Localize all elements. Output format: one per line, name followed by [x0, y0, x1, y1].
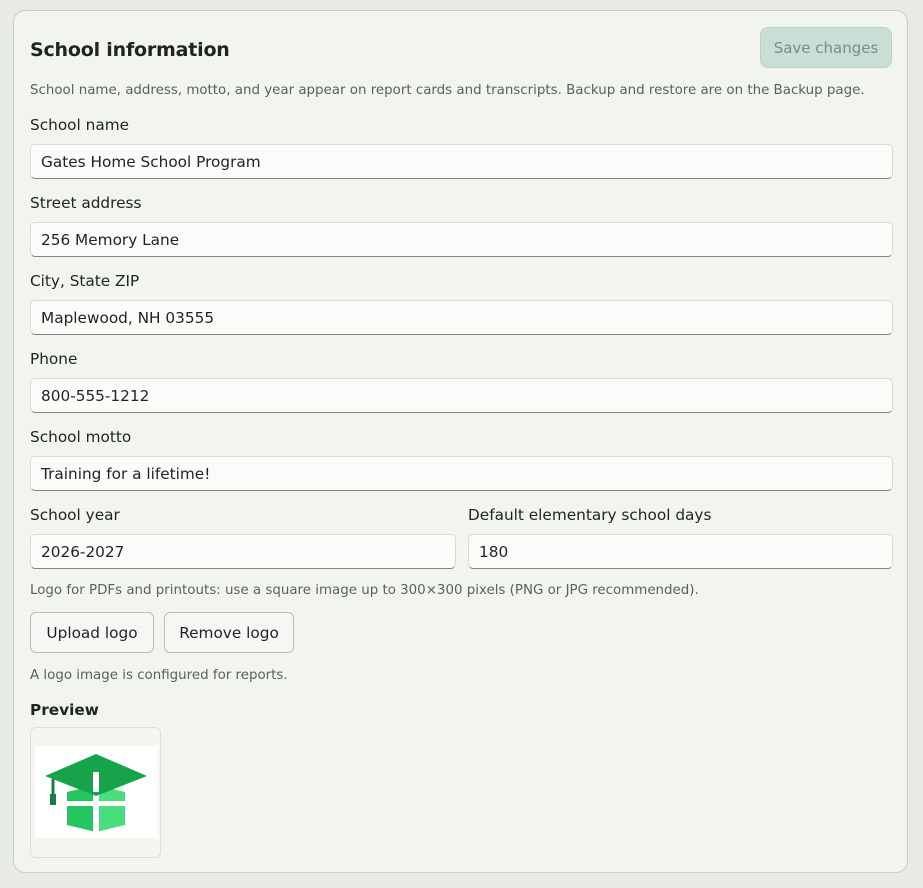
street-address-label: Street address	[30, 194, 142, 212]
page-title: School information	[30, 39, 230, 61]
phone-input[interactable]	[30, 378, 893, 413]
save-changes-button[interactable]: Save changes	[760, 27, 892, 68]
preview-label: Preview	[30, 701, 99, 719]
logo-preview-image	[35, 746, 158, 838]
graduation-cap-icon	[35, 746, 158, 838]
logo-preview	[30, 727, 161, 858]
description-text: School name, address, motto, and year appear on report cards and transcripts. Backup and restore are on the Backup page.	[30, 83, 865, 98]
upload-logo-button[interactable]: Upload logo	[30, 612, 154, 653]
logo-status-text: A logo image is configured for reports.	[30, 668, 288, 683]
school-motto-label: School motto	[30, 428, 132, 446]
default-days-label: Default elementary school days	[468, 506, 712, 524]
default-days-input[interactable]	[468, 534, 893, 569]
city-state-zip-label: City, State ZIP	[30, 272, 140, 290]
school-information-card	[13, 10, 908, 873]
street-address-input[interactable]	[30, 222, 893, 257]
logo-hint-text: Logo for PDFs and printouts: use a square image up to 300×300 pixels (PNG or JPG recommended).	[30, 583, 699, 598]
school-name-label: School name	[30, 116, 130, 134]
remove-logo-button[interactable]: Remove logo	[164, 612, 294, 653]
school-motto-input[interactable]	[30, 456, 893, 491]
phone-label: Phone	[30, 350, 78, 368]
school-year-input[interactable]	[30, 534, 456, 569]
school-year-label: School year	[30, 506, 120, 524]
school-name-input[interactable]	[30, 144, 893, 179]
city-state-zip-input[interactable]	[30, 300, 893, 335]
